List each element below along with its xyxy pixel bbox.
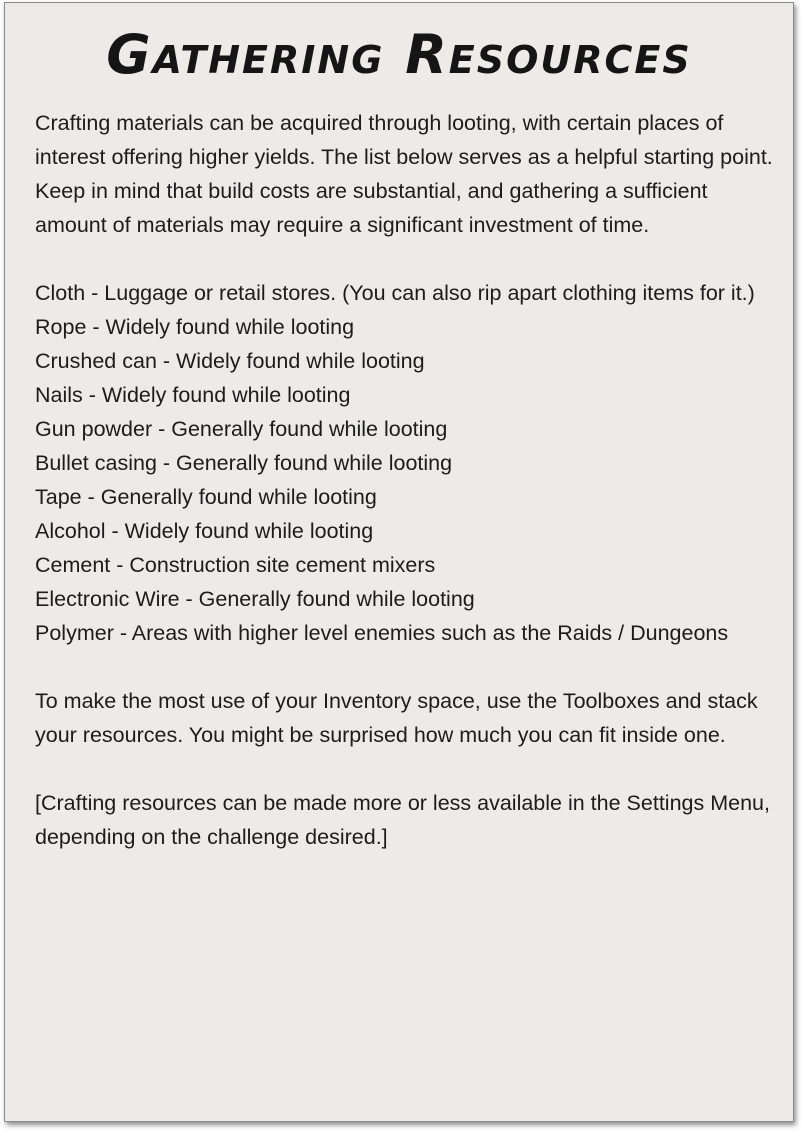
resource-item-cloth: Cloth - Luggage or retail stores. (You can also rip apart clothing items for it.): [35, 281, 755, 305]
spacer: [35, 242, 775, 276]
resource-list: [35, 276, 775, 650]
page-title: Gathering Resources: [106, 23, 692, 86]
settings-note-paragraph: [Crafting resources can be made more or less available in the Settings Menu, depending on the challenge desired.]: [35, 791, 770, 849]
resource-item-bullet-casing: Bullet casing - Generally found while looting: [35, 451, 453, 475]
journal-page: [4, 2, 794, 1122]
resource-item-alcohol: Alcohol - Widely found while looting: [35, 519, 374, 543]
resource-item-cement: Cement - Construction site cement mixers: [35, 553, 436, 577]
resource-item-gun-powder: Gun powder - Generally found while looting: [35, 417, 448, 441]
resource-item-electronic-wire: Electronic Wire - Generally found while looting: [35, 587, 475, 611]
spacer: [35, 650, 775, 684]
inventory-tip-paragraph: To make the most use of your Inventory space, use the Toolboxes and stack your resources. You might be surprised how much you can fit inside one.: [35, 689, 758, 747]
resource-item-rope: Rope - Widely found while looting: [35, 315, 355, 339]
resource-item-tape: Tape - Generally found while looting: [35, 485, 377, 509]
intro-paragraph: Crafting materials can be acquired through looting, with certain places of interest offering higher yields. The list below serves as a helpful starting point. Keep in mind that build costs are substantial, and gathering a sufficient amount of materials may require a significant investment of time.: [35, 111, 773, 237]
resource-item-polymer: Polymer - Areas with higher level enemies such as the Raids / Dungeons: [35, 621, 729, 645]
resource-item-crushed-can: Crushed can - Widely found while looting: [35, 349, 425, 373]
page-body: [35, 106, 775, 854]
resource-item-nails: Nails - Widely found while looting: [35, 383, 351, 407]
spacer: [35, 752, 775, 786]
